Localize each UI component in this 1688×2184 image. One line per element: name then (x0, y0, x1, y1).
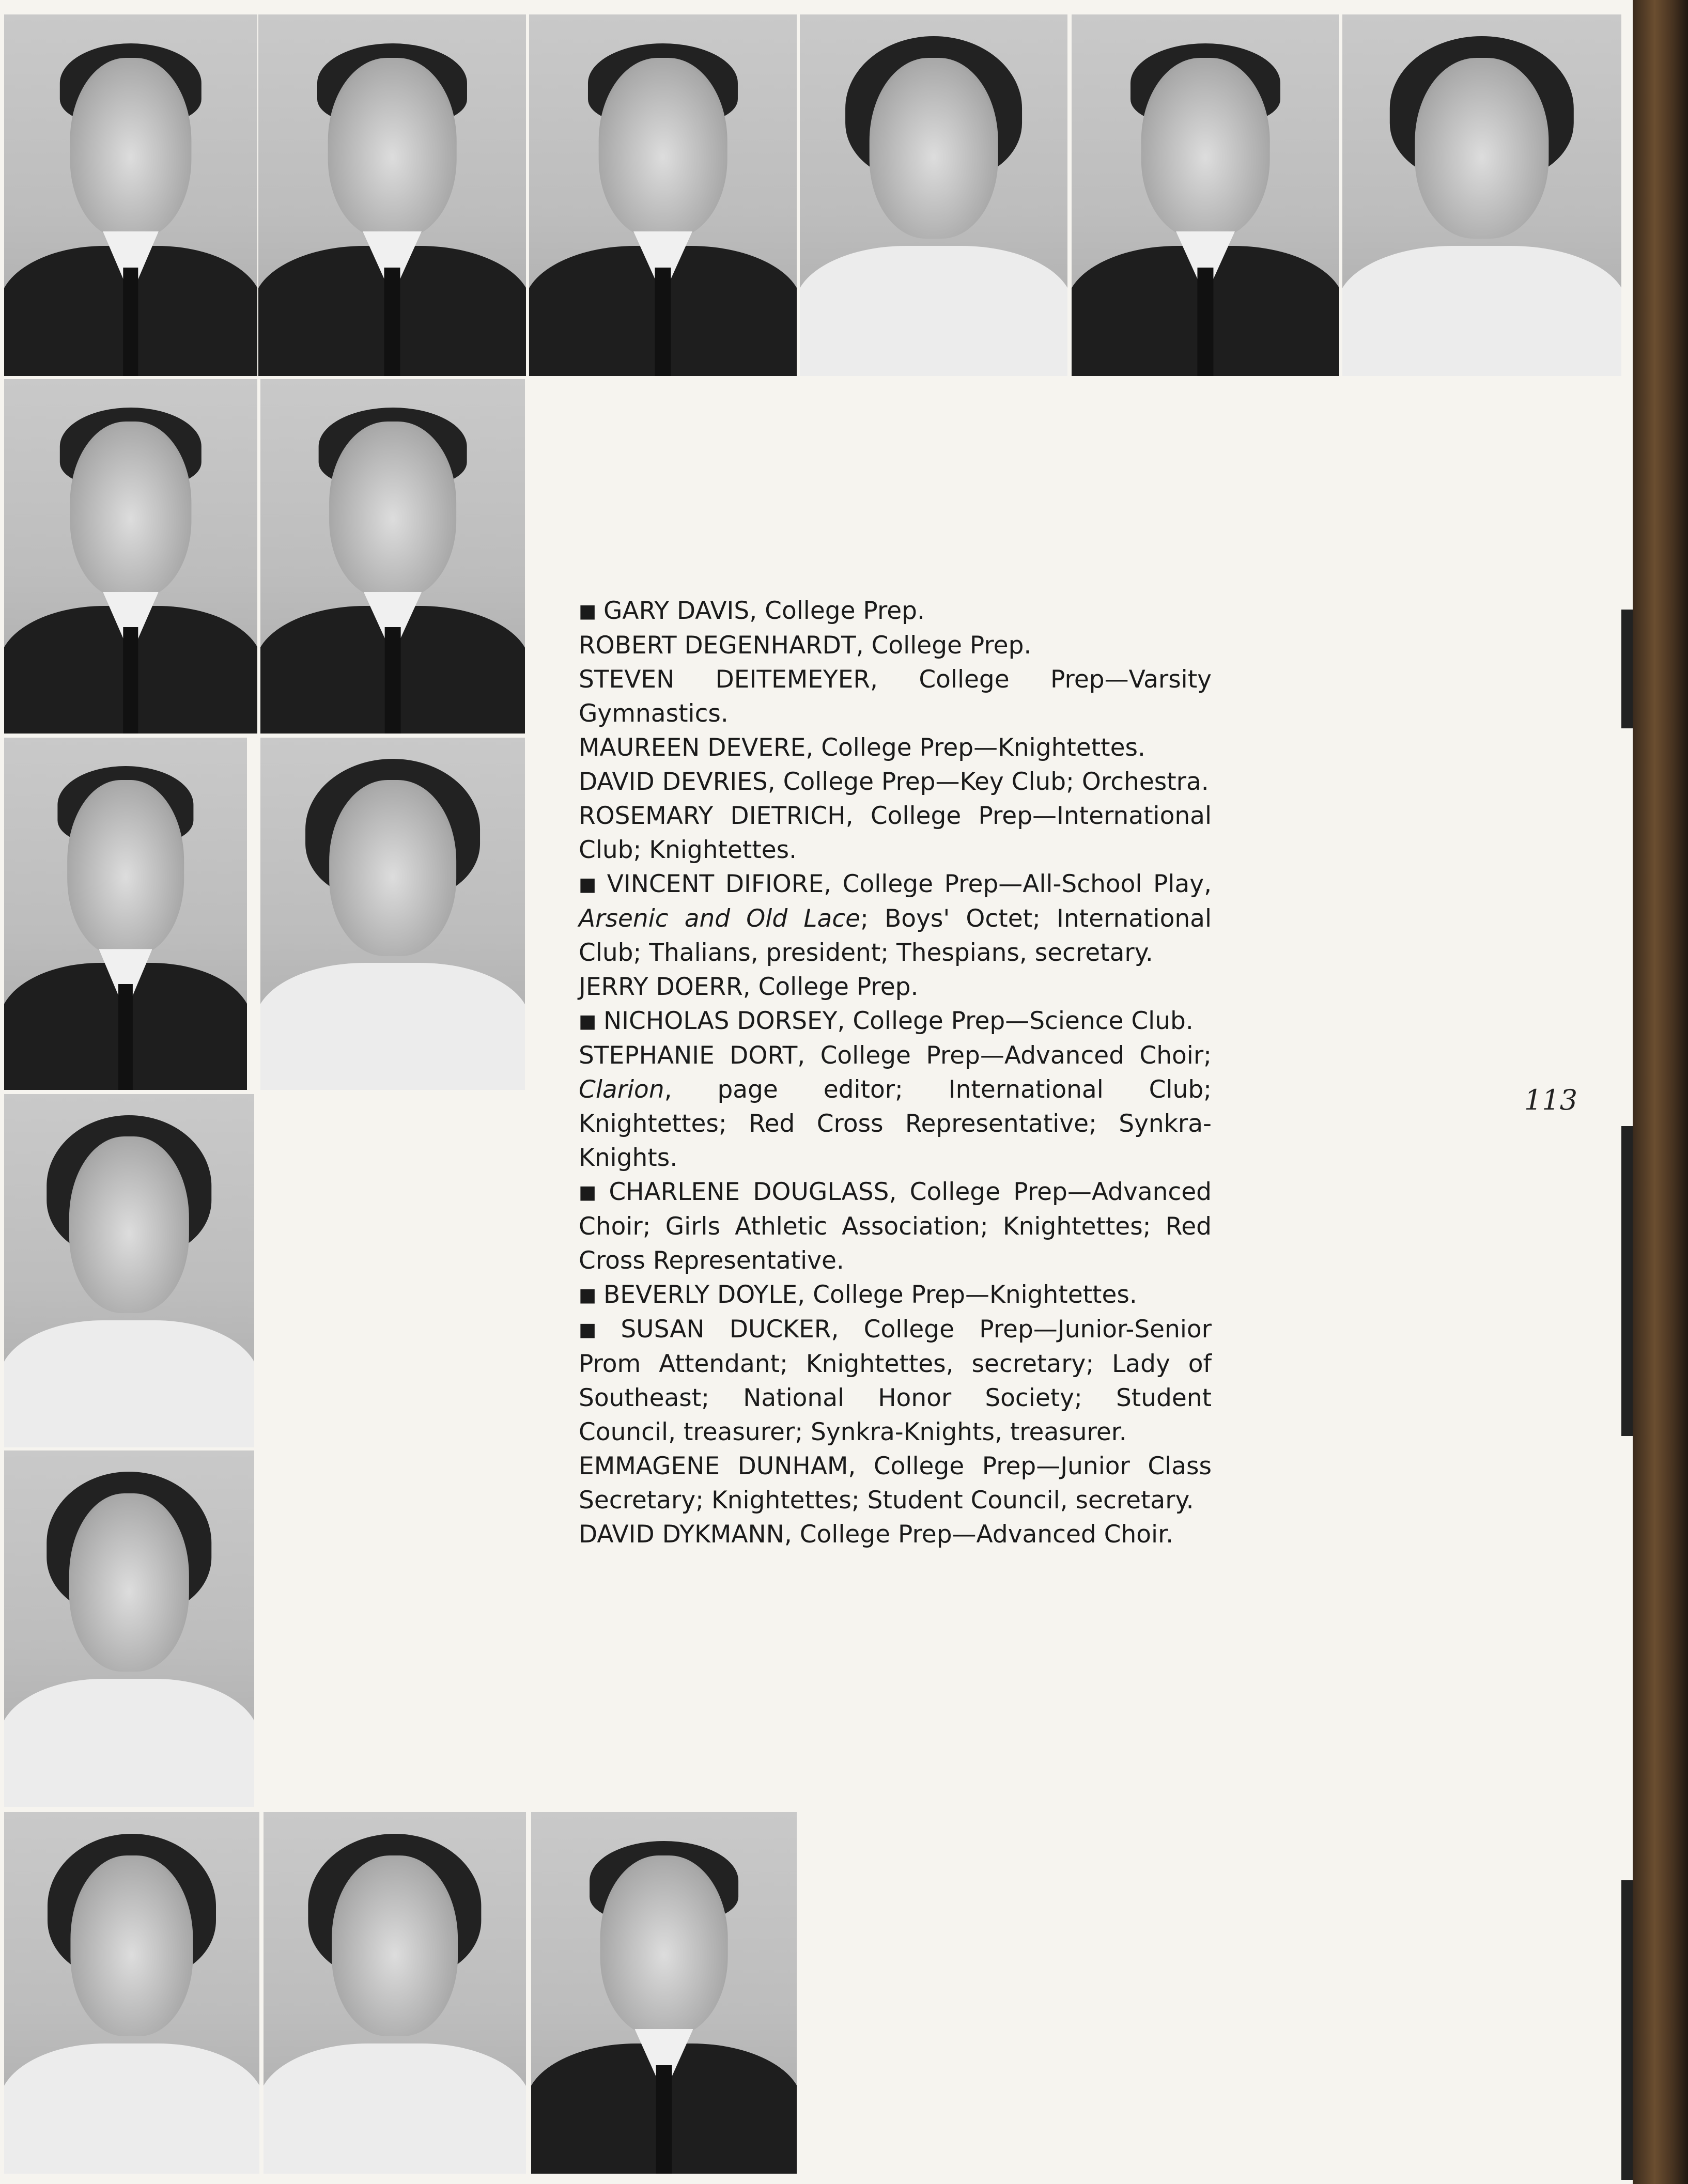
book-spine (1633, 0, 1688, 2184)
photo-emmagene-dunham (264, 1812, 526, 2174)
student-name: VINCENT DIFIORE (607, 870, 824, 898)
student-name: DAVID DEVRIES (579, 768, 768, 796)
photo-maureen-devere (800, 14, 1067, 376)
page-edge-strip (1621, 1126, 1633, 1436)
student-name: STEPHANIE DORT (579, 1041, 798, 1070)
student-details: , College Prep. (742, 973, 919, 1001)
student-name: SUSAN DUCKER (621, 1315, 831, 1344)
student-details: , College Prep—International Club; Knightettes. (579, 802, 1212, 864)
student-details: , College Prep—Knightettes. (806, 734, 1145, 762)
photo-susan-ducker (4, 1812, 259, 2174)
student-name: JERRY DOERR (579, 973, 743, 1001)
caption-entry (579, 594, 1212, 629)
caption-entry (579, 1278, 1212, 1313)
student-details: , page editor; International Club; Knightettes; Red Cross Representative; Synkra-Knights. (579, 1075, 1212, 1172)
page-number: 113 (1524, 1084, 1578, 1116)
photo-nicholas-dorsey (4, 738, 247, 1090)
student-name: GARY DAVIS (603, 597, 750, 625)
bullet-square-icon: ■ (579, 1319, 614, 1340)
caption-entry (579, 970, 1212, 1004)
caption-entry (579, 1039, 1212, 1175)
student-details: , College Prep—Science Club. (837, 1007, 1194, 1035)
photo-rosemary-dietrich (1342, 14, 1621, 376)
student-details: , College Prep—Key Club; Orchestra. (767, 768, 1209, 796)
photo-charlene-douglass (4, 1094, 254, 1447)
photo-stephanie-dort (260, 738, 525, 1090)
student-name: NICHOLAS DORSEY (603, 1007, 838, 1035)
caption-list (579, 594, 1212, 1552)
student-name: DAVID DYKMANN (579, 1520, 784, 1549)
photo-steven-deitemeyer (529, 14, 797, 376)
page-edge-strip (1621, 610, 1633, 728)
bullet-square-icon: ■ (579, 1011, 597, 1032)
student-details: , College Prep—Knightettes. (797, 1281, 1137, 1309)
student-name: STEVEN DEITEMEYER (579, 665, 871, 694)
student-details: , College Prep. (749, 597, 925, 625)
bullet-square-icon: ■ (579, 874, 600, 895)
photo-beverly-doyle (4, 1450, 254, 1807)
student-name: BEVERLY DOYLE (603, 1281, 798, 1309)
photo-vincent-difiore (4, 379, 257, 734)
bullet-square-icon: ■ (579, 1182, 602, 1203)
photo-david-dykmann (531, 1812, 797, 2174)
caption-entry (579, 1313, 1212, 1449)
student-details: , College Prep—Advanced Choir; (797, 1041, 1212, 1070)
photo-david-devries (1072, 14, 1339, 376)
caption-entry (579, 867, 1212, 970)
student-name: ROSEMARY DIETRICH (579, 802, 846, 830)
caption-entry (579, 629, 1212, 663)
student-details: , College Prep—Advanced Choir; Girls Athletic Association; Knightettes; Red Cross Representative. (579, 1178, 1212, 1275)
photo-robert-degenhardt (258, 14, 526, 376)
caption-entry (579, 799, 1212, 867)
student-details: , College Prep. (856, 631, 1032, 660)
bullet-square-icon: ■ (579, 601, 597, 622)
caption-entry (579, 731, 1212, 765)
bullet-square-icon: ■ (579, 1285, 597, 1306)
caption-entry (579, 1449, 1212, 1518)
caption-entry (579, 1004, 1212, 1039)
student-name: CHARLENE DOUGLASS (609, 1178, 889, 1206)
italic-title: Clarion (579, 1075, 664, 1104)
student-name: MAUREEN DEVERE (579, 734, 806, 762)
student-details: , College Prep—All-School Play, (824, 870, 1212, 898)
caption-entry (579, 1518, 1212, 1552)
caption-entry (579, 1175, 1212, 1278)
caption-entry (579, 765, 1212, 799)
photo-gary-davis (4, 14, 257, 376)
caption-entry (579, 663, 1212, 731)
student-name: ROBERT DEGENHARDT (579, 631, 856, 660)
italic-title: Arsenic and Old Lace (579, 904, 861, 933)
page-edge-strip (1621, 1880, 1633, 2180)
student-details: , College Prep—Junior Class Secretary; Knightettes; Student Council, secretary. (579, 1452, 1212, 1515)
photo-jerry-doerr (260, 379, 525, 734)
student-details: ; Boys' Octet; International Club; Thalians, president; Thespians, secretary. (579, 904, 1212, 967)
student-name: EMMAGENE DUNHAM (579, 1452, 848, 1480)
student-details: , College Prep—Advanced Choir. (784, 1520, 1174, 1549)
student-details: , College Prep—Junior-Senior Prom Attendant; Knightettes, secretary; Lady of Southeast; National Honor Society; Student Council, treasurer; Synkra-Knights, treasurer. (579, 1315, 1212, 1446)
student-details: , College Prep—Varsity Gymnastics. (579, 665, 1212, 728)
